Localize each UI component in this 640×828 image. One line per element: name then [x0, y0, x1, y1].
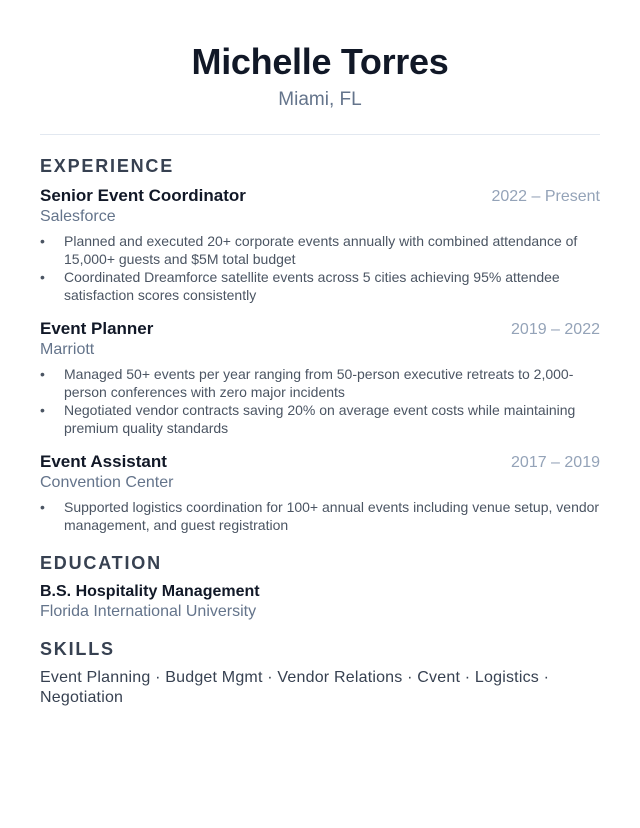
job-bullet — [40, 232, 600, 268]
job-header — [40, 318, 600, 340]
job-company: Marriott — [40, 341, 95, 358]
job-bullets — [40, 232, 600, 304]
job-bullet — [40, 365, 600, 401]
bullet-icon: • — [40, 499, 45, 515]
candidate-name: Michelle Torres — [191, 41, 449, 82]
education-school: Florida International University — [40, 603, 257, 620]
job-bullets — [40, 498, 600, 534]
job-header — [40, 185, 600, 207]
job-bullet — [40, 268, 600, 304]
job-bullet — [40, 498, 600, 534]
skills-heading: SKILLS — [40, 639, 115, 659]
bullet-icon: • — [40, 269, 45, 285]
job-title: Event Planner — [40, 319, 154, 338]
resume-header — [40, 0, 600, 112]
job-entry — [40, 318, 600, 437]
bullet-text: Supported logistics coordination for 100+ annual events including venue setup, vendor management, and guest registration — [64, 499, 600, 533]
skills-section — [40, 638, 600, 708]
bullet-text: Managed 50+ events per year ranging from 50-person executive retreats to 2,000-person conferences with zero major incidents — [64, 366, 574, 400]
bullet-icon: • — [40, 402, 45, 418]
bullet-icon: • — [40, 233, 45, 249]
education-degree: B.S. Hospitality Management — [40, 583, 260, 600]
education-heading: EDUCATION — [40, 553, 162, 573]
job-entry — [40, 185, 600, 304]
bullet-text: Negotiated vendor contracts saving 20% on average event costs while maintaining premium quality standards — [64, 402, 576, 436]
education-section — [40, 552, 600, 622]
skills-list: Event Planning · Budget Mgmt · Vendor Relations · Cvent · Logistics · Negotiation — [40, 669, 550, 706]
job-dates: 2017 – 2019 — [511, 454, 600, 471]
bullet-text: Coordinated Dreamforce satellite events across 5 cities achieving 95% attendee satisfaction scores consistently — [64, 269, 560, 303]
job-dates: 2019 – 2022 — [511, 321, 600, 338]
job-bullets — [40, 365, 600, 437]
header-divider — [40, 134, 600, 135]
bullet-icon: • — [40, 366, 45, 382]
job-title: Event Assistant — [40, 452, 167, 471]
job-header — [40, 451, 600, 473]
experience-section — [40, 155, 600, 534]
bullet-text: Planned and executed 20+ corporate events annually with combined attendance of 15,000+ guests and $5M total budget — [64, 233, 578, 267]
job-company: Convention Center — [40, 474, 174, 491]
job-bullet — [40, 401, 600, 437]
candidate-location: Miami, FL — [278, 89, 362, 110]
job-company: Salesforce — [40, 208, 116, 225]
job-entry — [40, 451, 600, 534]
job-title: Senior Event Coordinator — [40, 186, 246, 205]
job-dates: 2022 – Present — [491, 188, 600, 205]
experience-heading: EXPERIENCE — [40, 156, 175, 176]
